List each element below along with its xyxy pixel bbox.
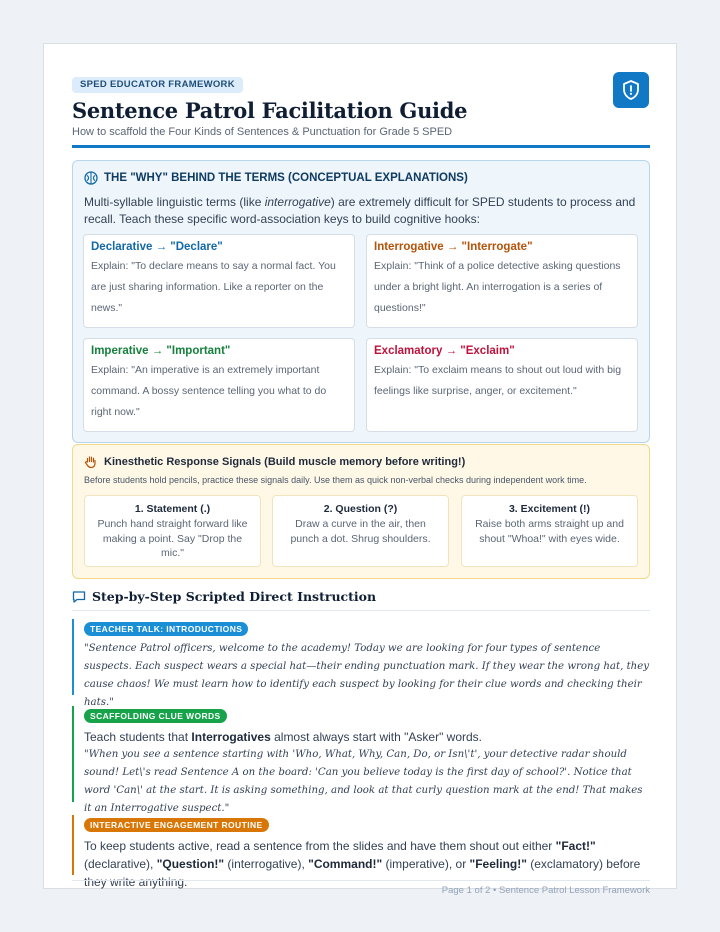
step-quote: "When you see a sentence starting with 'Who, What, Why, Can, Do, or Isn\'t', your detective radar should sound! Let\'s read Sentence A on the board: 'Can you believe today is the first day of school?'. Notice that word 'Can\' at the start. It is asking something, and look at that curly question mark at the end! That makes it an Interrogative suspect.": [84, 749, 643, 814]
signal-card-title: 3. Excitement (!): [508, 503, 591, 515]
step-lead-post: almost always start with "Asker" words.: [270, 730, 483, 744]
term-card-body: Explain: "To exclaim means to shout out loud with big feelings like surprise, anger, or excitement.": [374, 364, 622, 397]
term-card-exclamatory: [366, 338, 638, 432]
why-intro-emphasis: interrogative: [264, 195, 331, 209]
why-intro-pre: Multi-syllable linguistic terms (like: [84, 195, 265, 209]
header-divider: [72, 145, 650, 148]
step-accent-bar: [72, 706, 74, 802]
term-card-imperative: [83, 338, 355, 432]
term-card-title: Interrogative → "Interrogate": [374, 241, 533, 253]
why-heading: [84, 171, 468, 185]
step-accent-bar: [72, 619, 74, 695]
framework-tag: SPED EDUCATOR FRAMEWORK: [72, 77, 243, 93]
term-card-interrogative: [366, 234, 638, 328]
step-text-part: (declarative),: [84, 857, 157, 871]
term-card-title: Exclamatory → "Exclaim": [374, 345, 515, 357]
shield-badge[interactable]: [613, 72, 649, 108]
why-intro: [84, 194, 639, 228]
steps-divider: [72, 610, 650, 611]
step-pill: SCAFFOLDING CLUE WORDS: [84, 709, 227, 723]
page-footer: Page 1 of 2 • Sentence Patrol Lesson Framework: [72, 880, 650, 896]
step-quote: "Sentence Patrol officers, welcome to the academy! Today we are looking for four types of sentence suspects. Each suspect wears a special hat—their ending punctuation mark. If they wear the wrong hat, they cause chaos! We must learn how to identify each suspect by looking for their clue words and checking their hats.": [84, 643, 650, 708]
signal-card-excitement: [461, 495, 638, 567]
signal-card-body: Punch hand straight forward like making a point. Say "Drop the mic.": [97, 518, 248, 559]
step-text-part: (interrogative),: [224, 857, 309, 871]
term-card-title: Imperative → "Important": [91, 345, 231, 357]
kinesthetic-subtext: Before students hold pencils, practice these signals daily. Use them as quick non-verbal checks during independent work time.: [84, 475, 587, 485]
why-intro-post: ) are extremely difficult for SPED students to process and recall. Teach these specific word-association keys to build cognitive hooks:: [84, 195, 636, 226]
steps-heading-text: Step-by-Step Scripted Direct Instruction: [92, 589, 377, 604]
kinesthetic-heading-text: Kinesthetic Response Signals (Build muscle memory before writing!): [104, 456, 466, 468]
step-engagement: [72, 815, 650, 889]
signal-card-statement: [84, 495, 261, 567]
page-title: Sentence Patrol Facilitation Guide: [72, 98, 468, 123]
step-text-bold-question: "Question!": [156, 857, 225, 871]
signal-card-body: Raise both arms straight up and shout "Whoa!" with eyes wide.: [475, 518, 624, 545]
step-lead-pre: Teach students that: [84, 730, 192, 744]
why-section: [72, 160, 650, 443]
chat-bubble-icon: [72, 590, 86, 604]
step-pill: TEACHER TALK: INTRODUCTIONS: [84, 622, 248, 636]
step-text-part: To keep students active, read a sentence from the slides and have them shout out either: [84, 839, 556, 853]
term-card-declarative: [83, 234, 355, 328]
page-subtitle: How to scaffold the Four Kinds of Sentences & Punctuation for Grade 5 SPED: [72, 126, 453, 138]
signal-card-body: Draw a curve in the air, then punch a dot. Shrug shoulders.: [290, 518, 431, 545]
hand-icon: [84, 455, 98, 469]
step-scaffolding: [72, 706, 650, 814]
term-card-body: Explain: "To declare means to say a normal fact. You are just sharing information. Like a reporter on the news.": [91, 260, 336, 314]
step-text-part: (imperative), or: [382, 857, 470, 871]
step-text-bold-command: "Command!": [308, 857, 383, 871]
kinesthetic-section: [72, 444, 650, 579]
term-card-body: Explain: "Think of a police detective asking questions under a bright light. An interrogation is a series of questions!": [374, 260, 621, 314]
signal-card-title: 1. Statement (.): [134, 503, 211, 515]
step-lead-bold: Interrogatives: [191, 730, 271, 744]
why-heading-text: THE "WHY" BEHIND THE TERMS (CONCEPTUAL EXPLANATIONS): [104, 172, 468, 184]
step-text-bold-feeling: "Feeling!": [469, 857, 527, 871]
steps-heading: [72, 589, 376, 604]
term-card-title: Declarative → "Declare": [91, 241, 223, 253]
step-text-part: (exclamatory) before they write anything.: [84, 857, 641, 889]
signal-card-question: [272, 495, 449, 567]
step-pill: INTERACTIVE ENGAGEMENT ROUTINE: [84, 818, 269, 832]
term-card-body: Explain: "An imperative is an extremely important command. A bossy sentence telling you what to do right now.": [91, 364, 327, 418]
signal-card-title: 2. Question (?): [323, 503, 398, 515]
document-page: [43, 43, 677, 896]
shield-alert-icon: [622, 80, 640, 100]
brain-icon: [84, 171, 98, 185]
kinesthetic-heading: [84, 455, 465, 469]
step-lead: [84, 728, 650, 746]
step-accent-bar: [72, 815, 74, 875]
step-teacher-talk: [72, 619, 650, 708]
step-text-bold-fact: "Fact!": [555, 839, 596, 853]
